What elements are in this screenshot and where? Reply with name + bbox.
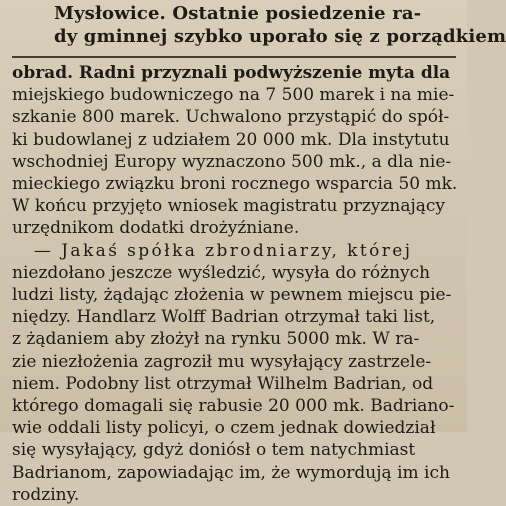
previous-article-fragment bbox=[10, 0, 506, 52]
article-line-6: mieckiego związku broni rocznego wsparcia 50 mk. bbox=[12, 174, 458, 195]
article-line-16: którego domagali się rabusie 20 000 mk. Badriano- bbox=[12, 396, 455, 417]
article-line-20: rodziny. bbox=[12, 484, 80, 505]
article-line-15: niem. Podobny list otrzymał Wilhelm Badrian, od bbox=[12, 373, 434, 394]
article-line-7: W końcu przyjęto wniosek magistratu przyznający bbox=[12, 196, 445, 217]
column-divider bbox=[12, 56, 456, 58]
article-line-18: się wysyłający, gdyż doniósł o tem natychmiast bbox=[12, 440, 416, 461]
article-line-3: szkanie 800 marek. Uchwalono przystąpić do spół- bbox=[12, 107, 450, 128]
article-line-4: ki budowlanej z udziałem 20 000 mk. Dla instytutu bbox=[12, 129, 450, 150]
article-body bbox=[12, 62, 456, 506]
article-line-5: wschodniej Europy wyznaczono 500 mk., a dla nie- bbox=[12, 151, 452, 172]
article-line-8: urzędnikom dodatki drożyźniane. bbox=[12, 218, 300, 239]
article-line-17: wie oddali listy policyi, o czem jednak dowiedział bbox=[12, 418, 436, 439]
fragment-line-1: Mysłowice. Ostatnie posiedzenie ra- bbox=[54, 3, 422, 24]
article-line-2: miejskiego budowniczego na 7 500 marek i na mie- bbox=[12, 85, 455, 106]
article-line-1: obrad. Radni przyznali podwyższenie myta dla bbox=[12, 63, 451, 83]
article-line-19: Badrianom, zapowiadając im, że wymordują im ich bbox=[12, 462, 450, 483]
article-line-12: niędzy. Handlarz Wolff Badrian otrzymał taki list, bbox=[12, 307, 436, 328]
article-line-9: — Jakaś spółka zbrodniarzy, której bbox=[34, 240, 413, 261]
fragment-line-2: dy gminnej szybko uporało się z porządkiem bbox=[54, 26, 506, 47]
article-line-13: z żądaniem aby złożył na rynku 5000 mk. W ra- bbox=[12, 329, 420, 350]
article-line-10: niezdołano jeszcze wyśledzić, wysyła do różnych bbox=[12, 262, 431, 283]
article-line-11: ludzi listy, żądając złożenia w pewnem miejscu pie- bbox=[12, 285, 452, 306]
article-line-14: zie niezłożenia zagroził mu wysyłający zastrzele- bbox=[12, 351, 432, 372]
